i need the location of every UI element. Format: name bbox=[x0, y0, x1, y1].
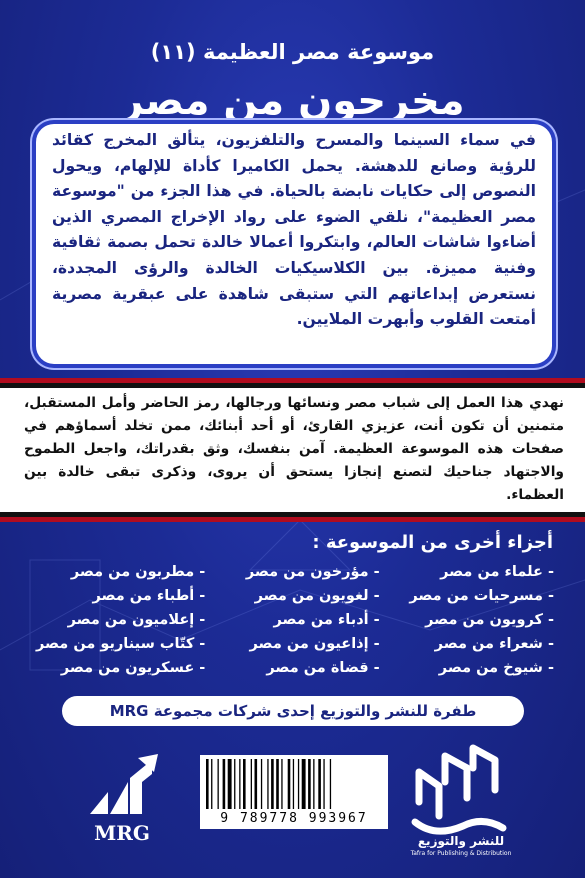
publisher-bar bbox=[62, 696, 524, 726]
flag-stripe-bottom bbox=[0, 512, 585, 522]
barcode-bar bbox=[293, 759, 294, 809]
barcode-bar bbox=[302, 759, 306, 809]
book-description: في سماء السينما والمسرح والتلفزيون، يتألق المخرج كقائد للرؤية وصانع للدهشة. يحمل الكاميرا كأداة للإلهام، ويحول النصوص إلى حكايات نابضة بالحياة. في هذا الجزء من "موسوعة مصر العظيمة"، نلقي الضوء على رواد الإخراج المصري الذين أضاءوا شاشات العالم، وابتكروا أعمالا خالدة تحمل بصمة ثقافية وفنية مميزة. بين الكلاسيكيات الخالدة والرؤى المجددة، نستعرض إبداعاتهم التي ستبقى شاهدة على عبقرية مصرية أمتعت القلوب وأبهرت الملايين. bbox=[52, 131, 536, 329]
barcode-bar bbox=[261, 759, 262, 809]
barcode-bar bbox=[288, 759, 291, 809]
other-parts-list bbox=[36, 562, 554, 678]
barcode-bar bbox=[271, 759, 274, 809]
list-item: - علماء من مصر bbox=[440, 564, 554, 580]
other-parts-heading: أجزاء أخرى من الموسوعة : bbox=[312, 532, 553, 553]
barcode-bar bbox=[330, 759, 331, 809]
list-item: - أدباء من مصر bbox=[273, 612, 380, 628]
series-title: موسوعة مصر العظيمة (١١) bbox=[150, 40, 435, 64]
barcode-bar bbox=[323, 759, 324, 809]
barcode-bar bbox=[239, 759, 240, 809]
list-item: - عسكريون من مصر bbox=[60, 660, 206, 676]
list-item: - مسرحيات من مصر bbox=[409, 588, 554, 604]
barcode-bar bbox=[211, 759, 212, 809]
list-item: - لغويون من مصر bbox=[254, 588, 380, 604]
barcode-bar bbox=[206, 759, 209, 809]
publisher-bar-text: طفرة للنشر والتوزيع إحدى شركات مجموعة MRG bbox=[109, 702, 477, 720]
list-item: - شيوخ من مصر bbox=[438, 660, 554, 676]
list-item: - مؤرخون من مصر bbox=[245, 564, 380, 580]
barcode-bar bbox=[255, 759, 258, 809]
barcode-bar bbox=[267, 759, 268, 809]
mrg-arrow-icon bbox=[90, 754, 158, 814]
barcode-bar bbox=[308, 759, 311, 809]
barcode-bar bbox=[234, 759, 235, 809]
list-item: - قضاة من مصر bbox=[266, 660, 380, 676]
barcode-bar bbox=[298, 759, 299, 809]
barcode-bar bbox=[313, 759, 314, 809]
mrg-logo bbox=[80, 752, 164, 848]
list-item: - كرويون من مصر bbox=[425, 612, 554, 628]
barcode-bar bbox=[281, 759, 282, 809]
list-item: - أطباء من مصر bbox=[92, 588, 206, 604]
dedication-text: نهدي هذا العمل إلى شباب مصر ونسائها ورجالها، رمز الحاضر وأمل المستقبل، متمنين أن تكون أنت، عزيزي القارئ، أو أحد أبنائك، ممن تخلد أسماؤهم في صفحات هذه الموسوعة العظيمة. آمن بنفسك، وثق بقدراتك، واجعل الطموح والاجتهاد جناحيك لتصنع إنجازا يستحق أن يروى، وذكرى تبقى خالدة بين العظماء. bbox=[24, 395, 564, 503]
isbn-barcode bbox=[200, 755, 388, 829]
barcode-bars bbox=[204, 759, 384, 811]
barcode-bar bbox=[243, 759, 246, 809]
list-item: - إعلاميون من مصر bbox=[67, 612, 206, 628]
tafra-logo-arabic: للنشر والتوزيع bbox=[417, 834, 505, 848]
flag-stripe-top bbox=[0, 378, 585, 388]
barcode-bar bbox=[218, 759, 219, 809]
barcode-bar bbox=[276, 759, 279, 809]
tafra-logo-english: Tafra for Publishing & Distribution bbox=[410, 850, 512, 857]
list-item: - شعراء من مصر bbox=[434, 636, 554, 652]
barcode-bar bbox=[228, 759, 232, 809]
isbn-number: 9 789778 993967 bbox=[220, 811, 368, 826]
barcode-bar bbox=[223, 759, 226, 809]
list-item: - كتّاب سيناريو من مصر bbox=[36, 636, 206, 652]
list-item: - إذاعيون من مصر bbox=[249, 636, 380, 652]
list-item: - مطربون من مصر bbox=[70, 564, 206, 580]
barcode-bar bbox=[318, 759, 321, 809]
barcode-bar bbox=[251, 759, 252, 809]
book-title: مخرجون من مصر bbox=[120, 78, 465, 124]
mrg-logo-text: MRG bbox=[94, 821, 150, 845]
